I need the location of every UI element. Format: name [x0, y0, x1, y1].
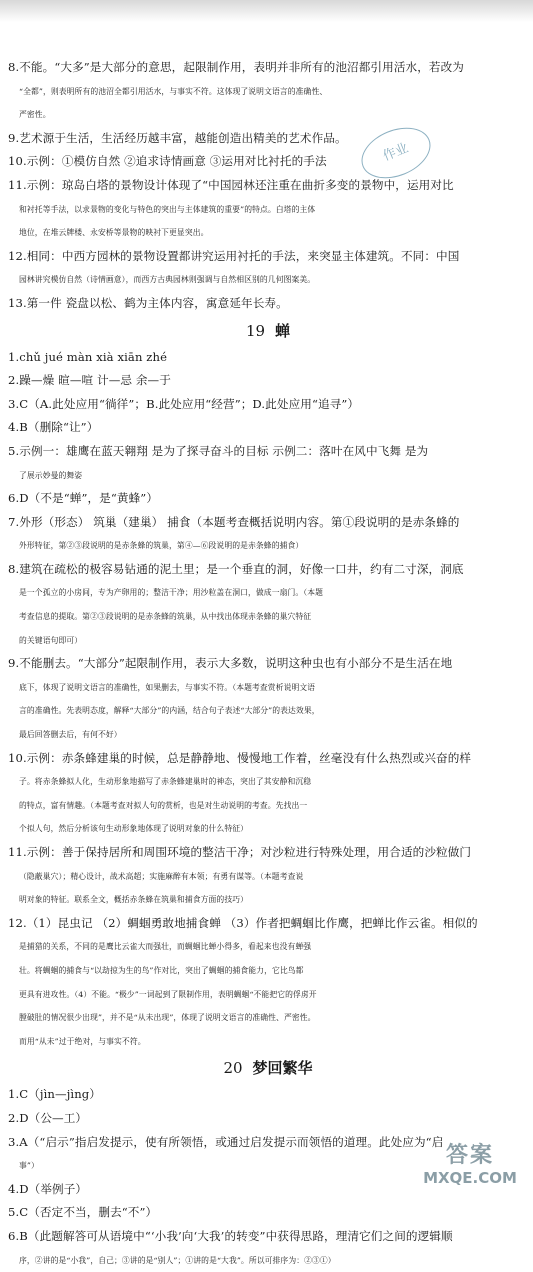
- answer-line: 5.示例一：雄鹰在蓝天翱翔 是为了探寻奋斗的目标 示例二：落叶在风中飞舞 是为: [8, 440, 528, 464]
- answer-line: 的特点，富有情趣。（本题考查对拟人句的赏析，也是对生动说明的考查。先找出一: [8, 794, 528, 818]
- section-title: [8, 1055, 528, 1081]
- answer-line: 5.C（否定不当，删去“不”）: [8, 1201, 528, 1225]
- section-title-text: 蝉: [275, 322, 290, 340]
- answer-line: 11.示例：善于保持居所和周围环境的整洁干净；对沙粒进行特殊处理，用合适的沙粒做门: [8, 841, 528, 865]
- answer-line: 是一个孤立的小房间，专为产卵用的；整洁干净；用沙粒盖在洞口，做成一扇门。（本题: [8, 581, 528, 605]
- section-number: 19: [246, 322, 265, 340]
- answer-line: 9.不能删去。“大部分”起限制作用，表示大多数，说明这种虫也有小部分不是生活在地: [8, 652, 528, 676]
- answer-line: 13.第一件 瓷盘以松、鹤为主体内容，寓意延年长寿。: [8, 292, 528, 316]
- answer-line: 更具有进攻性。（4）不能。“极少”一词起到了限制作用，表明蜩蝈“不能把它的俘虏开: [8, 983, 528, 1007]
- answer-line: 2.躁—燥 暄—喧 计—忌 余—于: [8, 369, 528, 393]
- answer-line: 10.示例：①模仿自然 ②追求诗情画意 ③运用对比衬托的手法: [8, 150, 528, 174]
- answer-line: 12.（1）昆虫记 （2）蜩蝈勇敢地捕食蝉 （3）作者把蜩蝈比作鹰，把蝉比作云雀。相似的: [8, 912, 528, 936]
- section-title: [8, 318, 528, 344]
- answer-line: 事”）: [8, 1154, 528, 1178]
- answer-line: 4.D（举例子）: [8, 1178, 528, 1202]
- watermark-url: MXQE.COM: [415, 1169, 525, 1187]
- answer-line: 底下，体现了说明文语言的准确性，如果删去，与事实不符。（本题考查赏析说明文语: [8, 676, 528, 700]
- answer-line: 子。将赤条蜂拟人化，生动形象地描写了赤条蜂建巢时的神态，突出了其安静和沉稳: [8, 770, 528, 794]
- answer-line: 8.建筑在疏松的极容易钻通的泥土里；是一个垂直的洞，好像一口井，约有二寸深，洞底: [8, 558, 528, 582]
- answer-line: 个拟人句，然后分析该句生动形象地体现了说明对象的什么特征）: [8, 817, 528, 841]
- answer-line: 是捕猎的关系，不同的是鹰比云雀大而强壮，而蜩蝈比蝉小得多，看起来也没有蝉强: [8, 935, 528, 959]
- answer-line: 地位，在堆云牌楼、永安桥等景物的映衬下更显突出。: [8, 221, 528, 245]
- answer-line: 4.B（删除“让”）: [8, 416, 528, 440]
- answer-line: 的关键语句即可）: [8, 629, 528, 653]
- answer-line: “全都”，则表明所有的池沼全都引用活水，与事实不符。这体现了说明文语言的准确性、: [8, 80, 528, 104]
- answer-line: 1.chǔ jué màn xià xiān zhé: [8, 346, 528, 370]
- answer-line: 1.C（jìn—jìng）: [8, 1083, 528, 1107]
- answer-line: 而用“从未”过于绝对，与事实不符。: [8, 1030, 528, 1054]
- answer-line: 7.外形（形态） 筑巢（建巢） 捕食（本题考查概括说明内容。第①段说明的是赤条蜂的: [8, 511, 528, 535]
- answer-line: 10.示例：赤条蜂建巢的时候，总是静静地、慢慢地工作着，丝毫没有什么热烈或兴奋的样: [8, 747, 528, 771]
- answer-line: 3.A（“启示”指启发提示，使有所领悟，或通过启发提示而领悟的道理。此处应为“启: [8, 1131, 528, 1155]
- answer-page: [8, 56, 528, 1272]
- answer-line: 9.艺术源于生活，生活经历越丰富，越能创造出精美的艺术作品。: [8, 127, 528, 151]
- page-top-shadow: [0, 0, 533, 22]
- answer-line: 严密性。: [8, 103, 528, 127]
- answer-line: 外形特征，第②③段说明的是赤条蜂的筑巢，第④—⑥段说明的是赤条蜂的捕食）: [8, 534, 528, 558]
- answer-line: 膛破肚的情况很少出现”，并不是“从未出现”，体现了说明文语言的准确性、严密性。: [8, 1006, 528, 1030]
- answer-line: 了展示妙曼的舞姿: [8, 464, 528, 488]
- answer-line: 序，②讲的是“小我”，自己；③讲的是“别人”；①讲的是“大我”。所以可排序为：②③①）: [8, 1249, 528, 1272]
- answer-line: 壮。将蜩蝈的捕食与“以劫掠为生的鸟”作对比，突出了蜩蝈的捕食能力，它比鸟都: [8, 959, 528, 983]
- answer-line: 2.D（公—工）: [8, 1107, 528, 1131]
- answer-line: 11.示例：琼岛白塔的景物设计体现了“中国园林还注重在曲折多变的景物中，运用对比: [8, 174, 528, 198]
- answer-line: 园林讲究模仿自然（诗情画意），而西方古典园林则强调与自然相区别的几何图案美。: [8, 268, 528, 292]
- answer-line: （隐蔽巢穴）；精心设计，战术高超；实施麻醉有本领；有勇有谋等。（本题考查说: [8, 865, 528, 889]
- answer-line: 12.相同：中西方园林的景物设置都讲究运用衬托的手法，来突显主体建筑。不同：中国: [8, 245, 528, 269]
- answer-line: 6.B（此题解答可从语境中“‘小我’向‘大我’的转变”中获得思路，理清它们之间的逻辑顺: [8, 1225, 528, 1249]
- answer-line: 言的准确性。先表明态度，解释“大部分”的内涵，结合句子表述“大部分”的表达效果，: [8, 699, 528, 723]
- watermark-brand: 答案: [415, 1138, 525, 1169]
- answer-line: 3.C（A.此处应用“徜徉”；B.此处应用“经营”；D.此处应用“追寻”）: [8, 393, 528, 417]
- answer-line: 8.不能。“大多”是大部分的意思，起限制作用，表明并非所有的池沼都引用活水，若改为: [8, 56, 528, 80]
- answer-line: 最后回答删去后，有何不好）: [8, 723, 528, 747]
- answer-line: 考查信息的提取。第②③段说明的是赤条蜂的筑巢，从中找出体现赤条蜂的巢穴特征: [8, 605, 528, 629]
- section-title-text: 梦回繁华: [253, 1059, 313, 1077]
- answer-line: 明对象的特征。联系全文，概括赤条蜂在筑巢和捕食方面的技巧）: [8, 888, 528, 912]
- answer-line: 6.D（不是“蝉”，是“黄蜂”）: [8, 487, 528, 511]
- stamp-text: 作业: [381, 141, 411, 165]
- site-watermark-logo: [415, 1138, 525, 1194]
- answer-line: 和衬托等手法，以求景物的变化与特色的突出与主体建筑的重要”的特点。白塔的主体: [8, 198, 528, 222]
- section-number: 20: [223, 1059, 242, 1077]
